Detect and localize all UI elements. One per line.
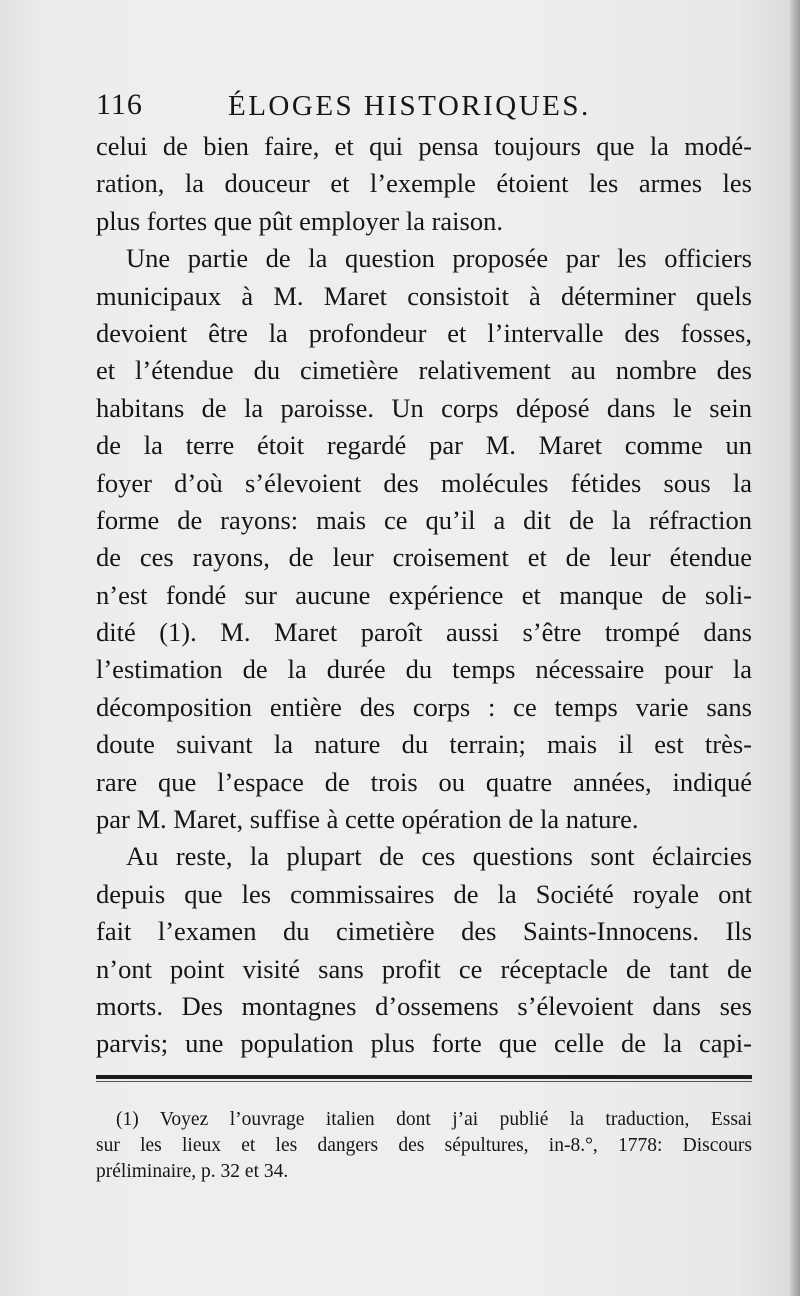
text-line: morts. Des montagnes d’ossemens s’élevoient dans ses <box>96 990 752 1021</box>
page-header <box>96 82 752 128</box>
text-line: rare que l’espace de trois ou quatre années, indiqué <box>96 766 752 797</box>
text-line: habitans de la paroisse. Un corps déposé dans le sein <box>96 392 752 423</box>
text-line: forme de rayons: mais ce qu’il a dit de la réfraction <box>96 504 752 535</box>
footnote-line: préliminaire, p. 32 et 34. <box>96 1161 289 1182</box>
page-edge-shadow <box>790 0 800 1296</box>
page-number: 116 <box>96 88 143 121</box>
text-line: doute suivant la nature du terrain; mais il est très- <box>96 729 752 760</box>
text-line: municipaux à M. Maret consistoit à déterminer quels <box>96 280 752 311</box>
text-line: parvis; une population plus forte que celle de la capi- <box>96 1028 752 1059</box>
text-line: Au reste, la plupart de ces questions sont éclaircies <box>126 841 752 872</box>
footnote <box>96 1107 752 1185</box>
text-line: depuis que les commissaires de la Société royale ont <box>96 878 752 909</box>
body-text <box>96 128 752 1063</box>
text-line: de ces rayons, de leur croisement et de leur étendue <box>96 542 752 573</box>
running-title: ÉLOGES HISTORIQUES. <box>228 90 591 122</box>
text-line: décomposition entière des corps : ce temps varie sans <box>96 691 752 722</box>
footnote-line: (1) Voyez l’ouvrage italien dont j’ai publié la traduction, Essai <box>116 1109 752 1130</box>
text-line: Une partie de la question proposée par les officiers <box>126 243 752 274</box>
text-line: dité (1). M. Maret paroît aussi s’être trompé dans <box>96 617 752 648</box>
text-line: fait l’examen du cimetière des Saints-Innocens. Ils <box>96 916 752 947</box>
text-line: l’estimation de la durée du temps nécessaire pour la <box>96 654 752 685</box>
text-line: ration, la douceur et l’exemple étoient les armes les <box>96 168 752 199</box>
text-line: par M. Maret, suffise à cette opération de la nature. <box>96 804 639 835</box>
text-line: et l’étendue du cimetière relativement au nombre des <box>96 355 752 386</box>
text-line: devoient être la profondeur et l’intervalle des fosses, <box>96 317 752 348</box>
text-line: n’ont point visité sans profit ce réceptacle de tant de <box>96 953 752 984</box>
text-line: n’est fondé sur aucune expérience et manque de soli- <box>96 579 752 610</box>
footnote-line: sur les lieux et les dangers des sépultures, in-8.°, 1778: Discours <box>96 1135 752 1156</box>
footnote-separator <box>96 1075 752 1079</box>
text-line: de la terre étoit regardé par M. Maret comme un <box>96 430 752 461</box>
text-line: celui de bien faire, et qui pensa toujours que la modé- <box>96 131 752 161</box>
footnote-separator-thin <box>96 1081 752 1082</box>
text-line: foyer d’où s’élevoient des molécules fétides sous la <box>96 467 752 498</box>
text-line: plus fortes que pût employer la raison. <box>96 205 503 236</box>
